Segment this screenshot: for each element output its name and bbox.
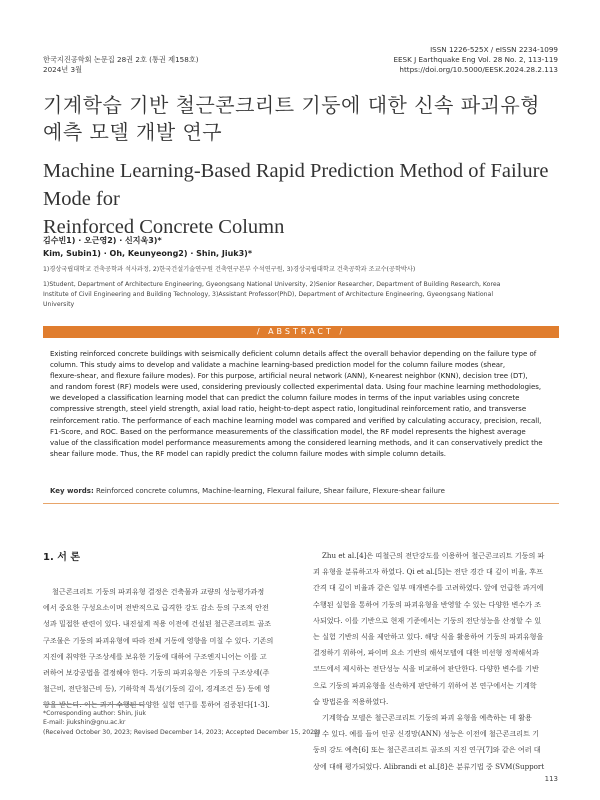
- body-line: 에서 중요한 구성요소이며 전반적으로 급격한 강도 감소 등의 구조적 안전: [43, 603, 269, 613]
- corresponding-author: *Corresponding author: Shin, Jiuk: [43, 710, 146, 717]
- abstract-heading-bar: / ABSTRACT /: [43, 326, 559, 338]
- title-ko-line: 기계학습 기반 철근콘크리트 기둥에 대한 신속 파괴유형: [43, 93, 541, 117]
- keywords-label: Key words:: [50, 487, 94, 495]
- journal-issue: 한국지진공학회 논문집 28권 2호 (통권 제158호): [43, 55, 199, 64]
- body-line: 는 실험 기반의 식을 제안하고 있다. 해당 식을 활용하여 기둥의 파괴유형을: [313, 632, 544, 642]
- journal-header-left: [43, 55, 199, 75]
- abstract-line: we developed a classification learning model that can predict the column failure modes in terms of the input variables using concrete: [50, 394, 520, 403]
- body-column-right: [313, 548, 559, 775]
- body-line: 결정하기 위하여, 파이버 요소 기반의 해석모델에 대한 비선형 정적해석과: [313, 648, 539, 658]
- abstract-line: F1-Score, and ROC. Based on the performance measurements of the classification model, the RF model represents the highest average: [50, 427, 526, 436]
- affiliation-line: Institute of Civil Engineering and Building Technology, 3)Assistant Professor(PhD), Department of Architecture Engineering, Gyeongsang National: [43, 290, 494, 298]
- authors-korean: 김수빈1) · 오근영2) · 신지욱3)*: [43, 236, 162, 245]
- body-line: 향을 받는다. 이는 과거 수행된 다양한 실험 연구를 통하여 검증된다[1-3].: [43, 700, 270, 710]
- abstract-line: Existing reinforced concrete buildings with seismically deficient column details affect the overall behavior depending on the failure type of: [50, 350, 537, 358]
- abstract-line: flexure-shear, and flexure failure modes). For this purpose, artificial neural network (ANN), K-nearest neighbor (KNN), decision tree (DT),: [50, 372, 528, 381]
- abstract-line: value of the classification model performance measurements among the considered learning methods, and it can conservatively predict the: [50, 438, 543, 447]
- authors-english: Kim, Subin1) · Oh, Keunyeong2) · Shin, Jiuk3)*: [43, 249, 252, 258]
- issn: ISSN 1226-525X / eISSN 2234-1099: [430, 45, 558, 54]
- author-email[interactable]: E-mail: jiukshin@gnu.ac.kr: [43, 719, 126, 727]
- affiliations-korean: 1)경상국립대학교 건축공학과 석사과정, 2)한국건설기술연구원 건축연구본부 수석연구원, 3)경상국립대학교 건축공학과 조교수(공학박사): [43, 266, 416, 273]
- abstract-line: column. This study aims to develop and validate a machine learning-based prediction model for the column failure modes (shear,: [50, 361, 506, 370]
- keywords: [50, 487, 552, 495]
- abstract-body: [50, 349, 552, 460]
- abstract-divider: [43, 503, 559, 504]
- section-heading-introduction: 1. 서 론: [43, 552, 81, 563]
- keywords-list: Reinforced concrete columns, Machine-learning, Flexural failure, Shear failure, Flexure-shear failure: [96, 487, 445, 495]
- journal-date: 2024년 3월: [43, 65, 83, 74]
- paper-title-korean: [43, 92, 540, 146]
- body-line: 수행된 실험을 통하여 기둥의 파괴유형을 반영할 수 있는 다양한 변수가 조: [313, 599, 542, 609]
- submission-dates: (Received October 30, 2023; Revised December 14, 2023; Accepted December 15, 2023): [43, 728, 321, 736]
- footnote-divider: [43, 704, 143, 705]
- body-line: 괴 유형을 분류하고자 하였다. Qi et al.[5]는 전단 경간 대 깊이 비율, 후프: [313, 567, 543, 577]
- affiliations-english: [43, 280, 559, 309]
- body-line: Zhu et al.[4]은 띠철근의 전단강도를 이용하여 철근콘크리트 기둥의 파: [322, 551, 545, 560]
- affiliation-line: 1)Student, Department of Architecture Engineering, Gyeongsang National University, 2)Senior Researcher, Department of Building Research, Korea: [43, 281, 501, 288]
- body-line: 려하여 보강공법을 결정해야 한다. 기둥의 파괴유형은 기둥의 구조상세(주: [43, 668, 270, 678]
- body-line: 철근콘크리트 기둥의 파괴유형 결정은 건축물과 교량의 성능평가과정: [52, 587, 265, 596]
- doi-link[interactable]: https://doi.org/10.5000/EESK.2024.28.2.113: [399, 65, 558, 74]
- body-line: 철근비, 전단철근비 등), 기하학적 특성(기둥의 깊이, 경계조건 등) 등에 영: [43, 684, 271, 694]
- body-line: 코드에서 제시하는 전단성능 식을 비교하여 판단한다. 다양한 변수를 기반: [313, 664, 539, 674]
- title-ko-line: 예측 모델 개발 연구: [43, 120, 223, 144]
- abstract-line: shear failure mode. Thus, the RF model can rapidly predict the column failure modes with simple column details.: [50, 449, 447, 458]
- title-en-line: Reinforced Concrete Column: [43, 216, 285, 238]
- page-number: 113: [544, 775, 558, 783]
- body-line: 성과 밀접한 관련이 있다. 내진설계 적용 이전에 건설된 철근콘크리트 골조: [43, 619, 272, 629]
- body-line: 간격 대 깊이 비율과 같은 일부 매개변수를 고려하였다. 앞에 언급한 과거에: [313, 583, 544, 593]
- journal-volume: EESK J Earthquake Eng Vol. 28 No. 2, 113-119: [393, 55, 558, 64]
- affiliation-line: University: [43, 300, 75, 308]
- body-line: 지진에 취약한 구조상세를 보유한 기둥에 대하여 구조엔지니어는 이를 고: [43, 651, 267, 661]
- paper-title-english: [43, 157, 600, 241]
- body-column-left: [43, 584, 290, 714]
- body-line: 사되었다. 이를 기반으로 현재 기준에서는 기둥의 전단성능을 산정할 수 있: [313, 615, 542, 625]
- abstract-line: and random forest (RF) models were used, considering previously collected experimental data. Using four machine learning methodologies,: [50, 383, 542, 392]
- body-line: 둥의 강도 예측[6] 또는 철근콘크리트 골조의 지진 연구[7]와 같은 여러 대: [313, 745, 541, 755]
- abstract-line: reinforcement ratio. The performance of each machine learning model was compared and verified by calculating accuracy, precision, recall,: [50, 416, 542, 425]
- body-line: 기계학습 모델은 철근콘크리트 기둥의 파괴 유형을 예측하는 데 활용: [322, 713, 532, 723]
- corresponding-author-footnote: [43, 709, 320, 737]
- body-line: 구조물은 기둥의 파괴유형에 따라 전체 거동에 영향을 미칠 수 있다. 기존의: [43, 635, 274, 645]
- body-line: 상에 대해 평가되었다. Alibrandi et al.[8]은 분류기법 중 SVM(Support: [313, 761, 545, 771]
- journal-header-right: [393, 45, 558, 75]
- body-line: 으로 기둥의 파괴유형을 신속하게 판단하기 위하여 본 연구에서는 기계학: [313, 680, 537, 690]
- body-line: 될 수 있다. 예를 들어 인공 신경망(ANN) 성능은 이전에 철근콘크리트 기: [313, 729, 540, 739]
- abstract-line: compressive strength, steel yield strength, axial load ratio, height-to-dept aspect ratio, longitudinal reinforcement ratio, and transverse: [50, 405, 527, 414]
- title-en-line: Machine Learning-Based Rapid Prediction Method of Failure Mode for: [43, 160, 549, 210]
- body-line: 습 방법론을 적용하였다.: [313, 696, 389, 706]
